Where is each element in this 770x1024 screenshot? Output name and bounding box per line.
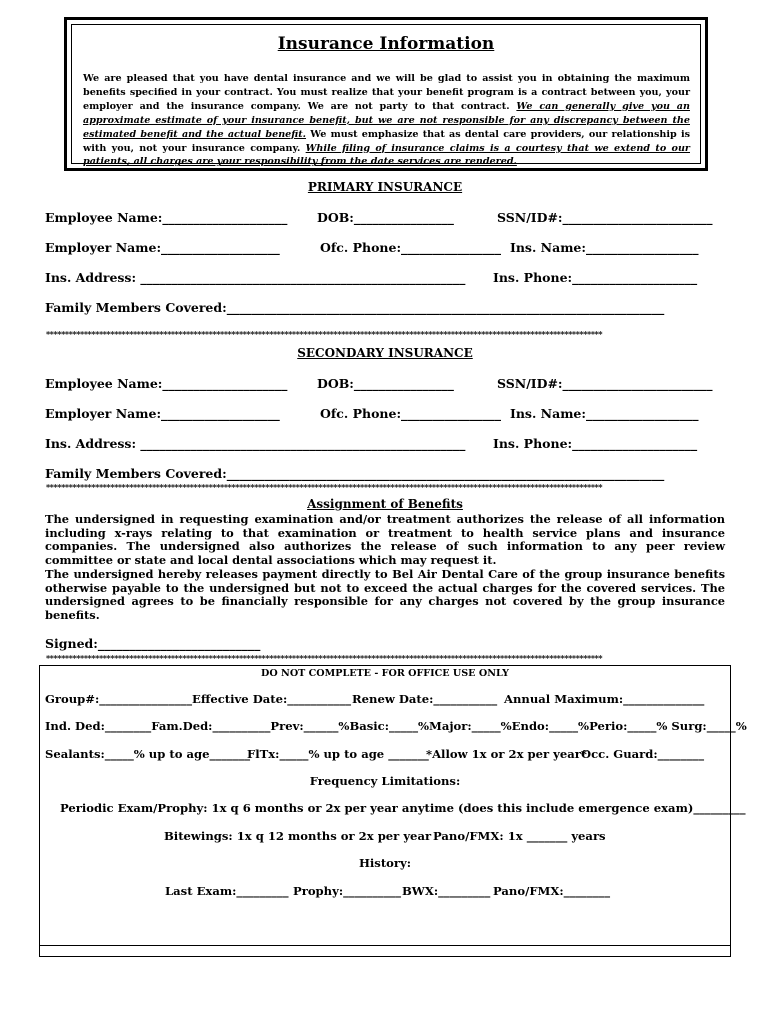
prophy-field[interactable]: Prophy:__________ <box>293 884 402 898</box>
primary-insurance-heading: PRIMARY INSURANCE <box>307 180 463 194</box>
secondary-employer-name-field[interactable]: Employer Name:___________________ <box>45 406 280 421</box>
separator-stars-1: *************************************************************************************************************************************************** <box>46 330 603 339</box>
secondary-dob-field[interactable]: DOB:________________ <box>317 376 454 391</box>
bitewings-row: Bitewings: 1x q 12 months or 2x per year <box>164 829 432 843</box>
primary-employee-name-field[interactable]: Employee Name:____________________ <box>45 210 288 225</box>
intro-emphasis-1: We can generally give you an approximate estimate of your insurance benefit, but we are not responsible for any discrepancy between the estimated benefit and the actual benefit. <box>83 100 690 140</box>
header-box <box>64 17 708 171</box>
separator-stars-2: *************************************************************************************************************************************************** <box>46 483 603 492</box>
page-title: Insurance Information <box>277 34 495 54</box>
secondary-ssn-field[interactable]: SSN/ID#:________________________ <box>497 376 713 391</box>
secondary-family-members-field[interactable]: Family Members Covered:______________________________________________________________________ <box>45 466 665 481</box>
pano-fmx-history-field[interactable]: Pano/FMX:________ <box>493 884 611 898</box>
fltx-field[interactable]: FlTx:_____% up to age _______ <box>247 747 429 761</box>
assignment-heading: Assignment of Benefits <box>307 497 463 511</box>
effective-date-field[interactable]: Effective Date:___________ <box>192 692 352 706</box>
primary-ofc-phone-field[interactable]: Ofc. Phone:________________ <box>320 240 502 255</box>
office-box-bottom-rule <box>39 945 731 946</box>
primary-ssn-field[interactable]: SSN/ID#:________________________ <box>497 210 713 225</box>
last-exam-field[interactable]: Last Exam:_________ <box>165 884 289 898</box>
assignment-body <box>45 513 725 623</box>
primary-employer-name-field[interactable]: Employer Name:___________________ <box>45 240 280 255</box>
assignment-paragraph-1: The undersigned in requesting examination and/or treatment authorizes the release of all information including x-rays relating to that examination or treatment to health service plans and insurance companies. The undersigned also authorizes the release of such information to any peer review committee or state and local dental associations which may request it. <box>45 512 725 568</box>
sealants-field[interactable]: Sealants:_____% up to age_______ <box>45 747 251 761</box>
group-number-field[interactable]: Group#:________________ <box>45 692 193 706</box>
primary-ins-name-field[interactable]: Ins. Name:__________________ <box>510 240 699 255</box>
renew-date-field[interactable]: Renew Date:___________ <box>352 692 498 706</box>
occ-guard-field[interactable]: Occ. Guard:________ <box>581 747 705 761</box>
assignment-paragraph-2: The undersigned hereby releases payment directly to Bel Air Dental Care of the group insurance benefits otherwise payable to the undersigned but not to exceed the actual charges for the covered services. The undersigned agrees to be financially responsible for any charges not covered by the group insurance benefits. <box>45 566 725 622</box>
secondary-employee-name-field[interactable]: Employee Name:____________________ <box>45 376 288 391</box>
allow-note: *Allow 1x or 2x per year* <box>426 747 587 761</box>
frequency-limitations-heading: Frequency Limitations: <box>309 774 461 788</box>
primary-family-members-field[interactable]: Family Members Covered:______________________________________________________________________ <box>45 300 665 315</box>
bwx-field[interactable]: BWX:_________ <box>402 884 491 898</box>
annual-maximum-field[interactable]: Annual Maximum:______________ <box>504 692 705 706</box>
intro-paragraph <box>83 72 690 169</box>
secondary-ins-name-field[interactable]: Ins. Name:__________________ <box>510 406 699 421</box>
deductibles-row[interactable]: Ind. Ded:________Fam.Ded:__________Prev:______%Basic:_____%Major:_____%Endo:_____%Perio:_____% Surg:_____% <box>45 719 747 733</box>
intro-emphasis-2: While filing of insurance claims is a courtesy that we extend to our patients, all charges are your responsibility from the date services are rendered. <box>83 142 690 168</box>
secondary-insurance-heading: SECONDARY INSURANCE <box>297 346 473 360</box>
secondary-ofc-phone-field[interactable]: Ofc. Phone:________________ <box>320 406 502 421</box>
secondary-ins-address-field[interactable]: Ins. Address: ____________________________________________________ <box>45 436 466 451</box>
periodic-exam-row[interactable]: Periodic Exam/Prophy: 1x q 6 months or 2x per year anytime (does this include emergence exam)_________ <box>60 801 746 815</box>
primary-ins-address-field[interactable]: Ins. Address: ____________________________________________________ <box>45 270 466 285</box>
office-use-heading: DO NOT COMPLETE - FOR OFFICE USE ONLY <box>261 668 509 679</box>
header-inner-border <box>71 24 701 168</box>
signature-field[interactable]: Signed:__________________________ <box>45 636 261 651</box>
intro-text-2: We must emphasize that as dental care providers, our relationship is with you, not your insurance company. <box>83 128 690 154</box>
intro-text-1: We are pleased that you have dental insurance and we will be glad to assist you in obtaining the maximum benefits specified in your contract. You must realize that your benefit program is a contract between you, your employer and the insurance company. We are not party to that contract. <box>83 73 690 112</box>
pano-fmx-frequency-field[interactable]: Pano/FMX: 1x _______ years <box>433 829 606 843</box>
primary-dob-field[interactable]: DOB:________________ <box>317 210 454 225</box>
history-heading: History: <box>358 856 412 870</box>
secondary-ins-phone-field[interactable]: Ins. Phone:____________________ <box>493 436 698 451</box>
primary-ins-phone-field[interactable]: Ins. Phone:____________________ <box>493 270 698 285</box>
separator-stars-3: *************************************************************************************************************************************************** <box>46 654 603 663</box>
